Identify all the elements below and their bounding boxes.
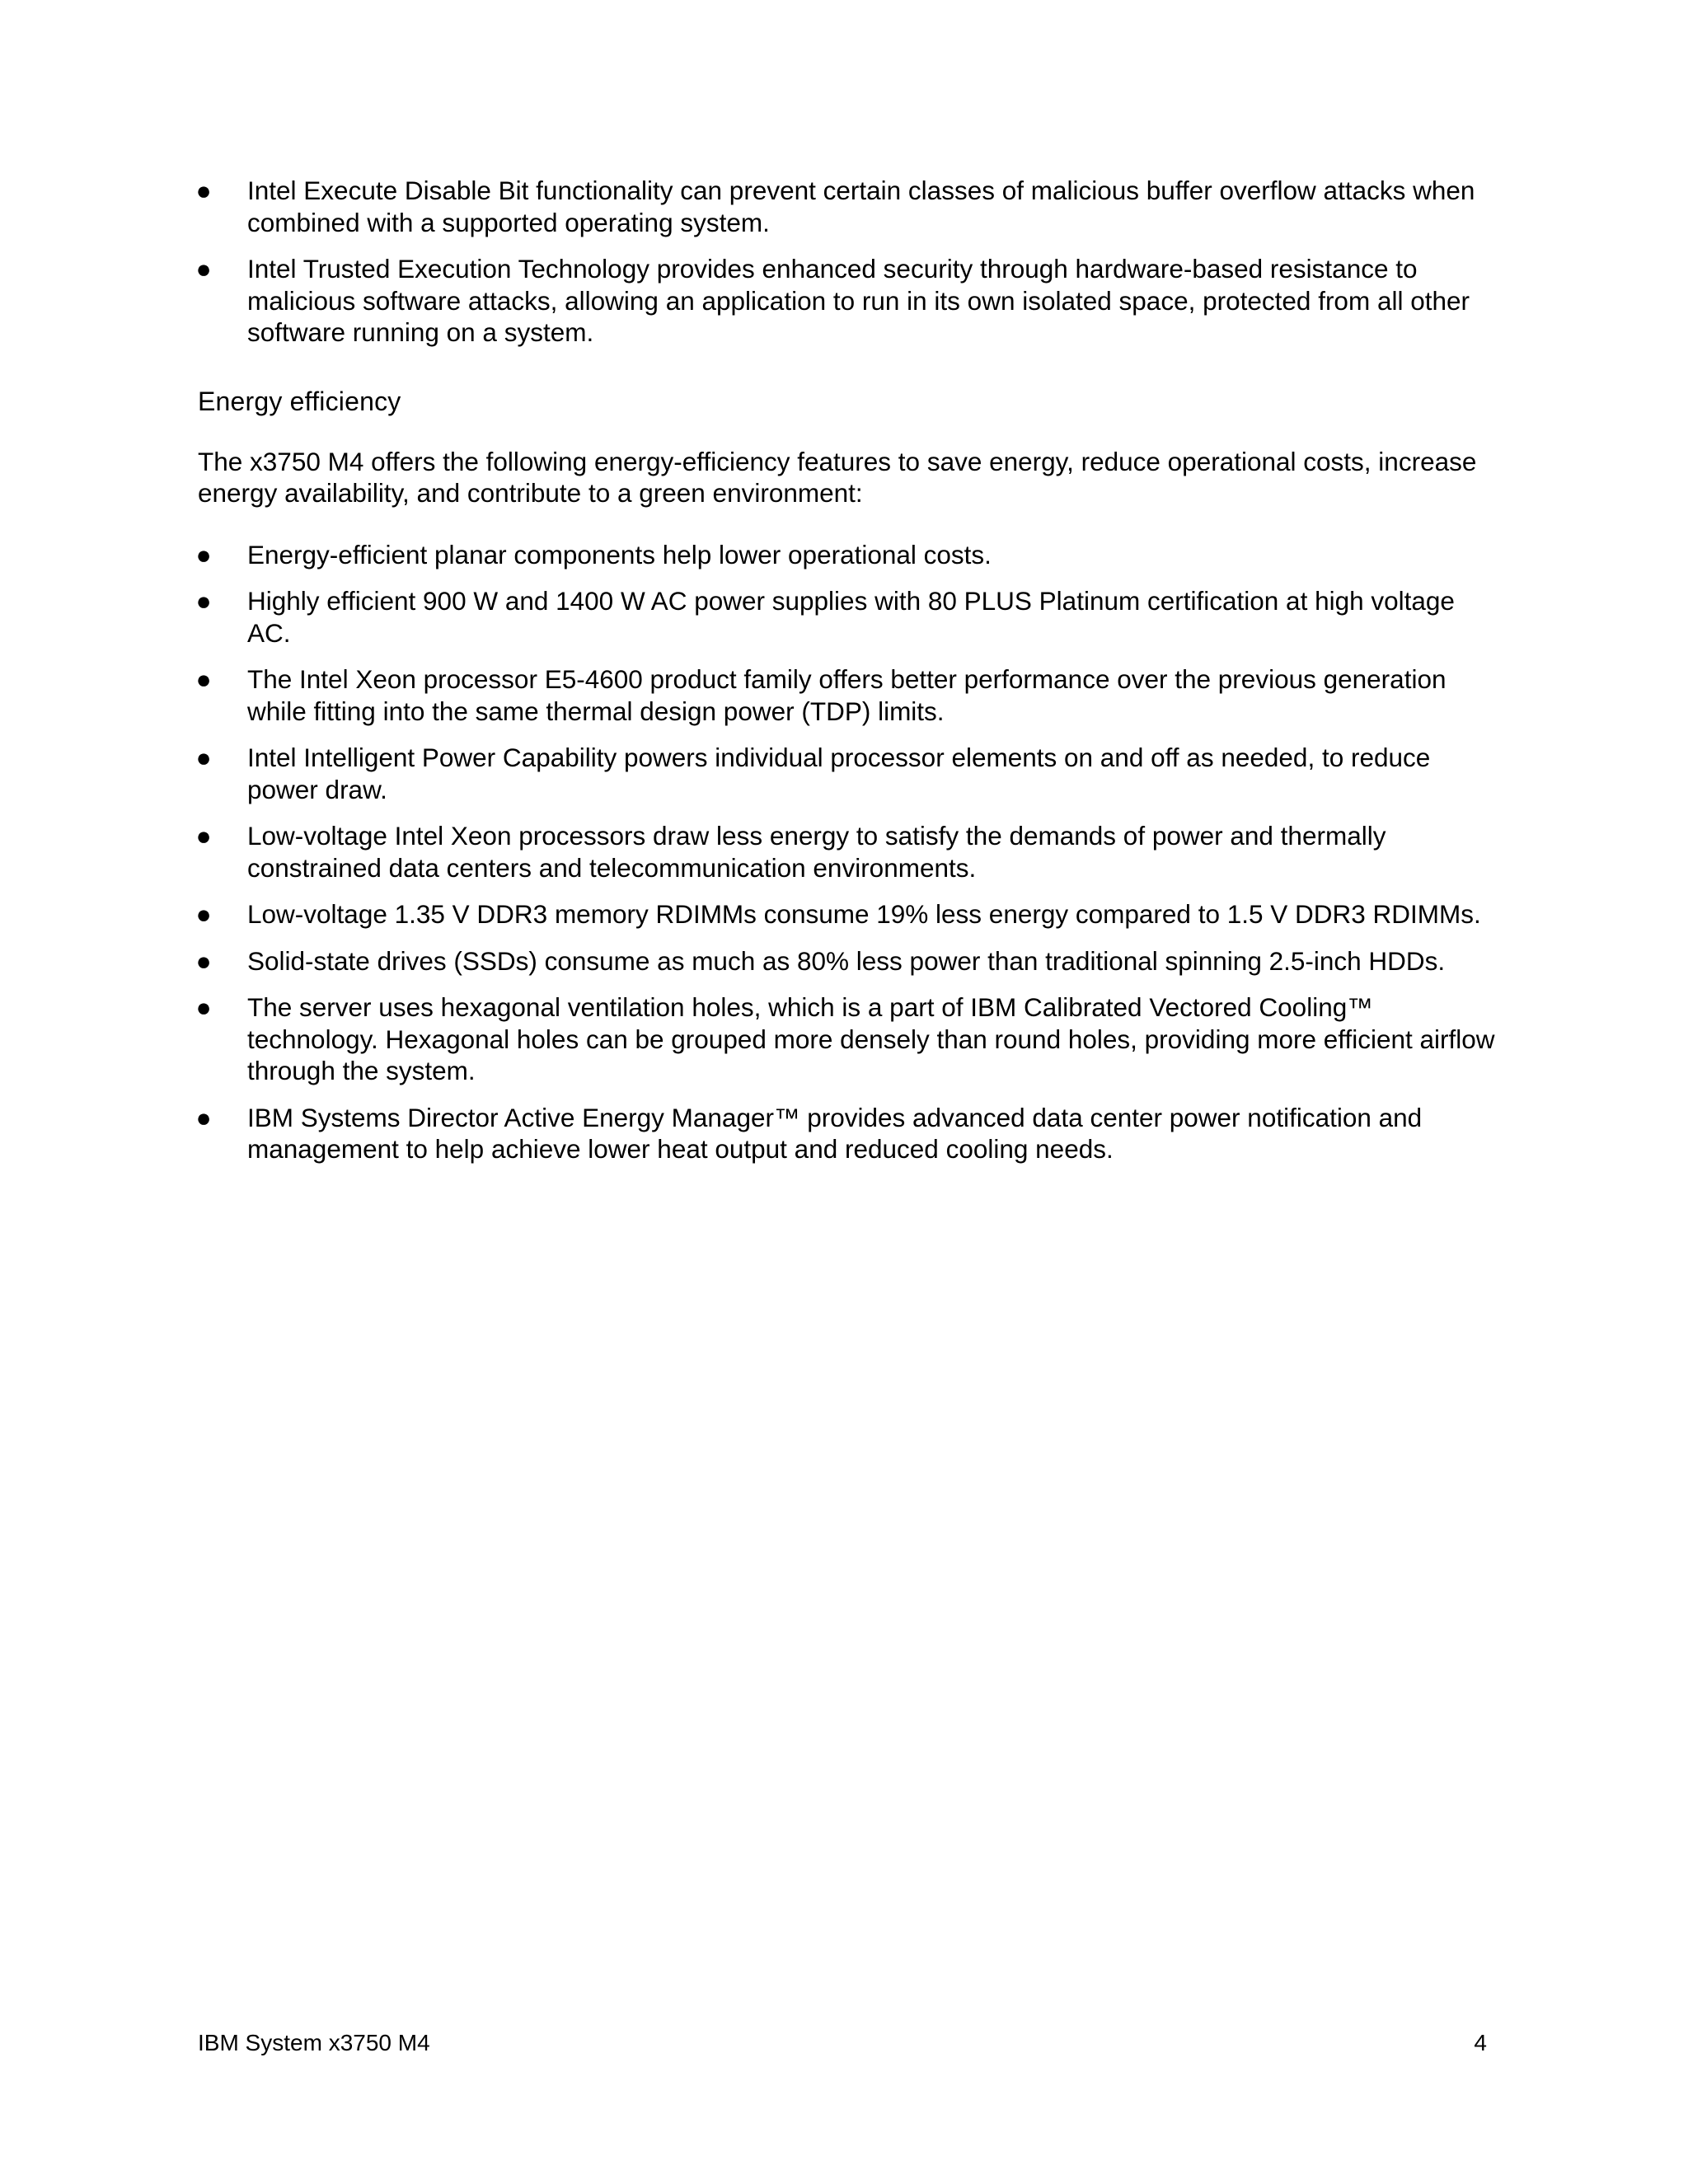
list-item bbox=[195, 539, 1500, 571]
list-item-text: IBM Systems Director Active Energy Manager™ provides advanced data center power notification and management to help achieve lower heat output and reduced cooling needs. bbox=[247, 1102, 1423, 1164]
bullet-icon: ● bbox=[195, 743, 212, 772]
list-item bbox=[195, 1102, 1500, 1165]
bullet-icon: ● bbox=[195, 176, 212, 205]
list-item-text: Low-voltage Intel Xeon processors draw less energy to satisfy the demands of power and thermally constrained data centers and telecommunication environments. bbox=[247, 821, 1386, 883]
energy-bullet-list bbox=[195, 539, 1500, 1165]
bullet-icon: ● bbox=[195, 992, 212, 1022]
list-item bbox=[195, 898, 1500, 930]
list-item-text: Solid-state drives (SSDs) consume as much as 80% less power than traditional spinning 2.5-inch HDDs. bbox=[247, 945, 1446, 976]
list-item-text: Highly efficient 900 W and 1400 W AC power supplies with 80 PLUS Platinum certification at high voltage AC. bbox=[247, 586, 1455, 648]
bullet-icon: ● bbox=[195, 664, 212, 694]
list-item bbox=[195, 820, 1500, 883]
security-bullet-list bbox=[195, 175, 1500, 349]
list-item bbox=[195, 663, 1500, 727]
list-item bbox=[195, 991, 1500, 1087]
list-item bbox=[195, 945, 1500, 977]
bullet-icon: ● bbox=[195, 945, 212, 976]
list-item-text: Intel Intelligent Power Capability powers individual processor elements on and off as needed, to reduce power draw. bbox=[247, 743, 1431, 804]
list-item-text: Intel Trusted Execution Technology provides enhanced security through hardware-based resistance to malicious software attacks, allowing an application to run in its own isolated space, protected from all other software running on a system. bbox=[247, 254, 1470, 347]
list-item-text: The server uses hexagonal ventilation holes, which is a part of IBM Calibrated Vectored Cooling™ technology. Hexagonal holes can be grouped more densely than round holes, providing more efficient airflow through the system. bbox=[247, 992, 1495, 1085]
bullet-icon: ● bbox=[195, 586, 212, 616]
page-number: 4 bbox=[1474, 2030, 1487, 2055]
list-item-text: The Intel Xeon processor E5-4600 product family offers better performance over the previous generation while fitting into the same thermal design power (TDP) limits. bbox=[247, 664, 1447, 726]
bullet-icon: ● bbox=[195, 1102, 212, 1132]
bullet-icon: ● bbox=[195, 254, 212, 284]
list-item bbox=[195, 585, 1500, 649]
list-item-text: Energy-efficient planar components help lower operational costs. bbox=[247, 539, 992, 569]
list-item bbox=[195, 253, 1500, 349]
bullet-icon: ● bbox=[195, 899, 212, 929]
footer-document-title: IBM System x3750 M4 bbox=[198, 2030, 430, 2055]
list-item-text: Intel Execute Disable Bit functionality can prevent certain classes of malicious buffer overflow attacks when combined with a supported operating system. bbox=[247, 176, 1475, 237]
bullet-icon: ● bbox=[195, 539, 212, 569]
bullet-icon: ● bbox=[195, 821, 212, 851]
section-intro-paragraph: The x3750 M4 offers the following energy-efficiency features to save energy, reduce operational costs, increase energy availability, and contribute to a green environment: bbox=[198, 446, 1477, 508]
list-item-text: Low-voltage 1.35 V DDR3 memory RDIMMs consume 19% less energy compared to 1.5 V DDR3 RDIMMs. bbox=[247, 899, 1481, 929]
section-heading: Energy efficiency bbox=[198, 386, 401, 416]
page-content bbox=[195, 175, 1500, 1180]
list-item bbox=[195, 175, 1500, 238]
list-item bbox=[195, 742, 1500, 805]
